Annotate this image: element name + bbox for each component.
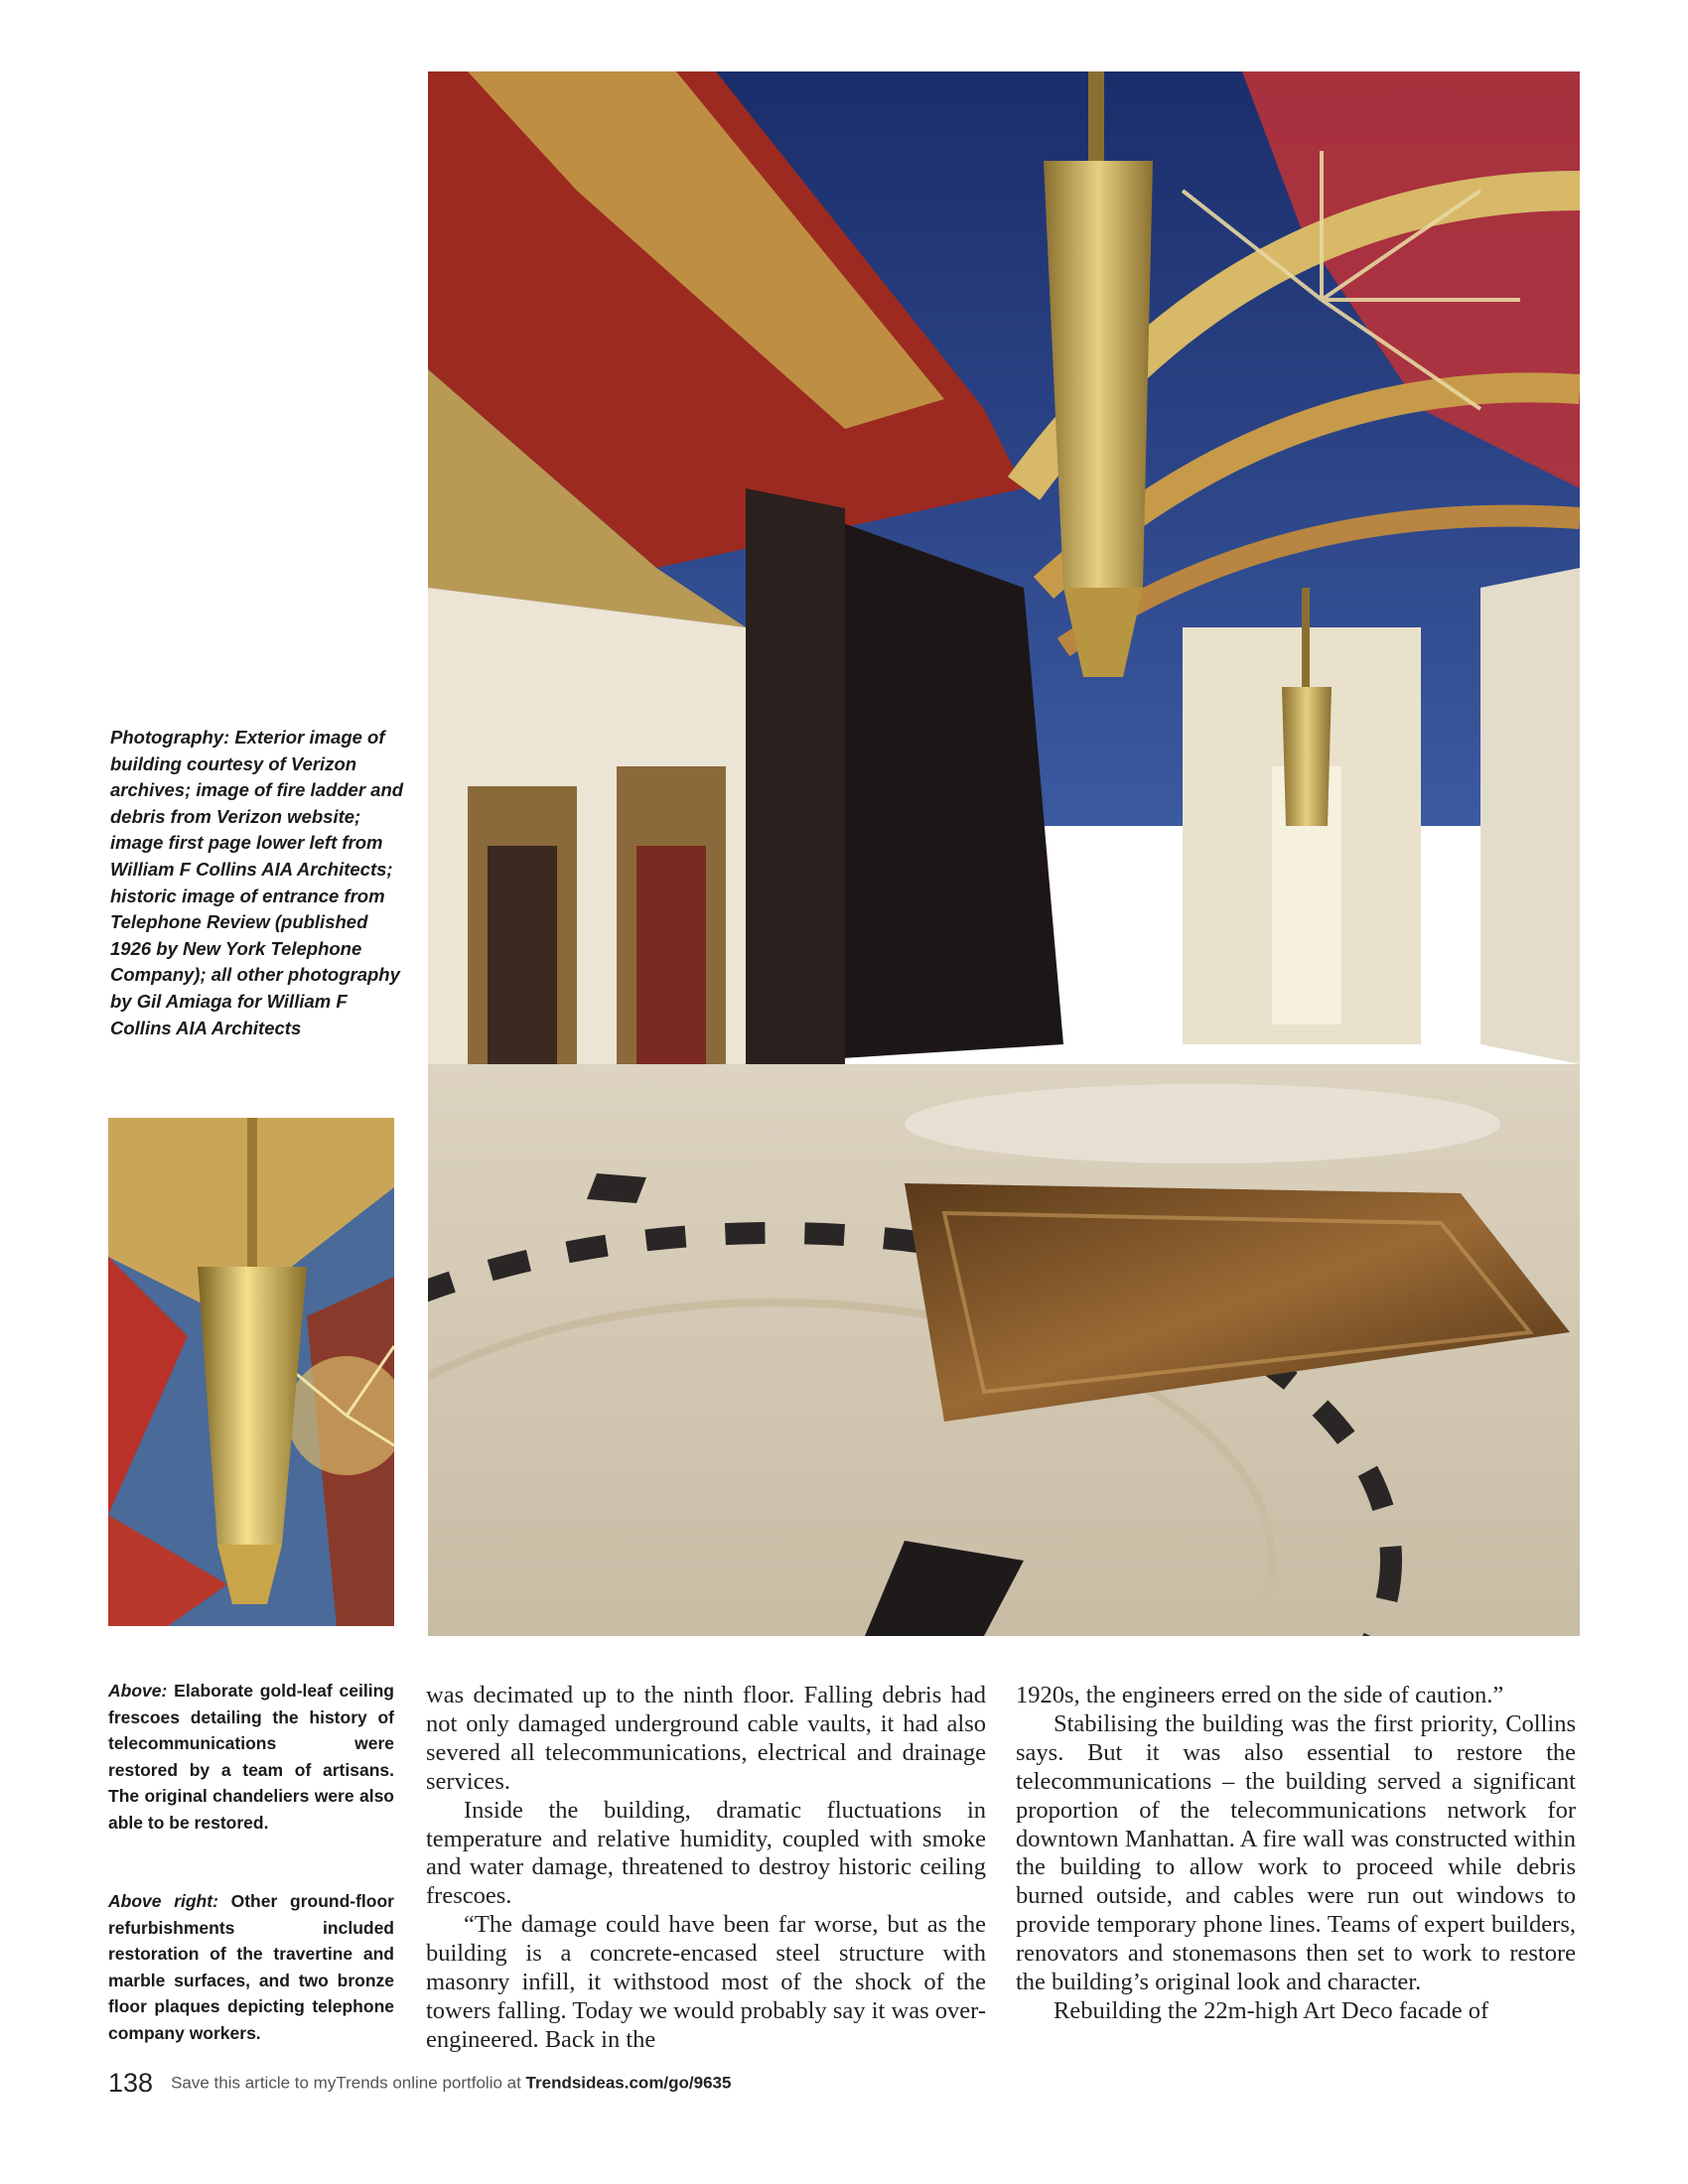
caption-above-right-text: Other ground-floor refurbishments included restoration of the travertine and marble surfaces, and two bronze floor plaques depicting telephone company workers. [108, 1891, 394, 2043]
body-column-right [1016, 1682, 1576, 2026]
body-column-left [426, 1682, 986, 2055]
lobby-photo [428, 71, 1580, 1636]
footer-text: Save this article to myTrends online portfolio at [171, 2073, 526, 2093]
caption-above-right-lead: Above right: [108, 1891, 218, 1911]
body-paragraph: 1920s, the engineers erred on the side of caution.” [1016, 1682, 1504, 1708]
photo-credit: Photography: Exterior image of building courtesy of Verizon archives; image of fire ladder and debris from Verizon website; image first page lower left from William F Collins AIA Architects; historic image of entrance from Telephone Review (published 1926 by New York Telephone Company); all other photography by Gil Amiaga for William F Collins AIA Architects [110, 727, 404, 1038]
lobby-photo-illustration [428, 71, 1580, 1636]
body-paragraph: was decimated up to the ninth floor. Falling debris had not only damaged underground cable vaults, it had also severed all telecommunications, electrical and drainage services. [426, 1682, 986, 1795]
caption-above [108, 1678, 394, 1837]
chandelier-photo [108, 1118, 394, 1626]
footer-link[interactable]: Trendsideas.com/go/9635 [525, 2073, 732, 2093]
body-paragraph: Inside the building, dramatic fluctuations in temperature and relative humidity, coupled with smoke and water damage, threatened to destroy historic ceiling frescoes. [426, 1796, 986, 1910]
body-paragraph: Rebuilding the 22m-high Art Deco facade of [1054, 1996, 1489, 2024]
caption-above-text: Elaborate gold-leaf ceiling frescoes detailing the history of telecommunications were restored by a team of artisans. The original chandeliers were also able to be restored. [108, 1681, 394, 1833]
body-paragraph: “The damage could have been far worse, but as the building is a concrete-encased steel structure with masonry infill, it withstood most of the shock of the towers falling. Today we would probably say it was over-engineered. Back in the [426, 1911, 986, 2053]
caption-above-right [108, 1888, 394, 2047]
chandelier-photo-illustration [108, 1118, 394, 1626]
body-paragraph: Stabilising the building was the first priority, Collins says. But it was also essential to restore the telecommunications – the building served a significant proportion of the telecommunications network for downtown Manhattan. A fire wall was constructed within the building to allow work to proceed while debris burned outside, and cables were run out windows to provide temporary phone lines. Teams of expert builders, renovators and stonemasons then set to work to restore the building’s original look and character. [1016, 1709, 1576, 1996]
page-footer [108, 2068, 731, 2099]
page-number: 138 [108, 2068, 154, 2098]
caption-above-lead: Above: [108, 1681, 168, 1701]
